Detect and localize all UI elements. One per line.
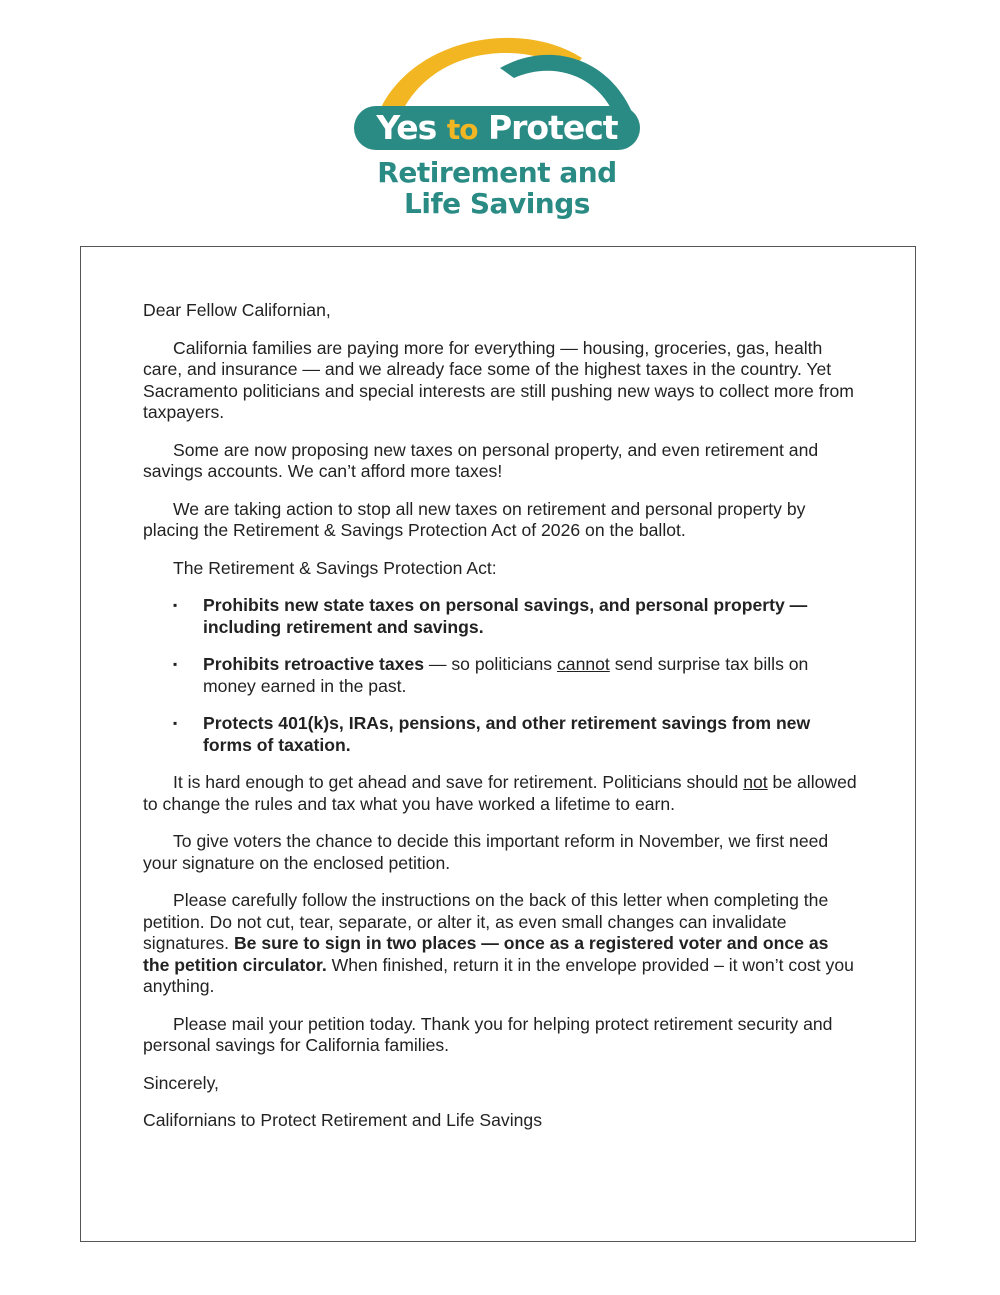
logo-word-protect: Protect [487, 108, 618, 147]
paragraph-7 [143, 890, 858, 998]
logo-word-yes: Yes [376, 108, 437, 147]
closing: Sincerely, [143, 1072, 219, 1093]
provision-1: Prohibits new state taxes on personal savings, and personal property — including retirement and savings. [203, 595, 808, 637]
provision-2-underlined: cannot [556, 654, 610, 674]
logo-subtitle-line2: Life Savings [404, 187, 590, 220]
paragraph-5 [143, 772, 858, 815]
list-item [143, 713, 858, 756]
bullet-icon: ▪ [173, 716, 178, 730]
provision-2-text-b: send surprise tax bills on money earned in the past. [203, 654, 809, 696]
list-item [143, 654, 858, 697]
provision-3: Protects 401(k)s, IRAs, pensions, and other retirement savings from new forms of taxation. [203, 713, 811, 755]
logo-subtitle-line1: Retirement and [377, 156, 617, 189]
paragraph-5-text-b: be allowed to change the rules and tax what you have worked a lifetime to earn. [143, 772, 857, 814]
list-item [143, 595, 858, 638]
paragraph-7-text-a: Please carefully follow the instructions on the back of this letter when completing the petition. Do not cut, tear, separate, or alter it, as even small changes can invalidate signatures. [143, 890, 829, 953]
campaign-logo [350, 28, 650, 228]
paragraph-4: The Retirement & Savings Protection Act: [173, 557, 497, 578]
paragraph-6: To give voters the chance to decide this important reform in November, we first need your signature on the enclosed petition. [143, 831, 829, 873]
paragraph-1: California families are paying more for everything — housing, groceries, gas, health care, and insurance — and we already face some of the highest taxes in the country. Yet Sacramento politicians and special interests are still pushing new ways to collect more from taxpayers. [143, 337, 854, 422]
paragraph-7-text-b: When finished, return it in the envelope provided – it won’t cost you anything. [143, 954, 854, 996]
signature: Californians to Protect Retirement and Life Savings [143, 1110, 542, 1130]
bullet-icon: ▪ [173, 657, 178, 671]
paragraph-5-text-a: It is hard enough to get ahead and save for retirement. Politicians should [173, 772, 744, 792]
paragraph-3: We are taking action to stop all new taxes on retirement and personal property by placing the Retirement & Savings Protection Act of 2026 on the ballot. [143, 498, 806, 540]
paragraph-7-bold: Be sure to sign in two places — once as a registered voter and once as the petition circulator. [143, 933, 829, 975]
greeting: Dear Fellow Californian, [143, 300, 331, 320]
logo-title-banner [354, 106, 640, 150]
paragraph-5-underlined: not [743, 772, 768, 792]
provision-2-text-a: — so politicians [424, 654, 557, 674]
provision-2-bold: Prohibits retroactive taxes [203, 654, 424, 674]
paragraph-2: Some are now proposing new taxes on personal property, and even retirement and savings accounts. We can’t afford more taxes! [143, 439, 819, 481]
logo-word-to: to [446, 113, 478, 146]
bullet-icon: ▪ [173, 598, 178, 612]
act-provisions-list [143, 595, 858, 756]
paragraph-8: Please mail your petition today. Thank you for helping protect retirement security and personal savings for California families. [143, 1013, 833, 1055]
letter-body [143, 300, 858, 1148]
